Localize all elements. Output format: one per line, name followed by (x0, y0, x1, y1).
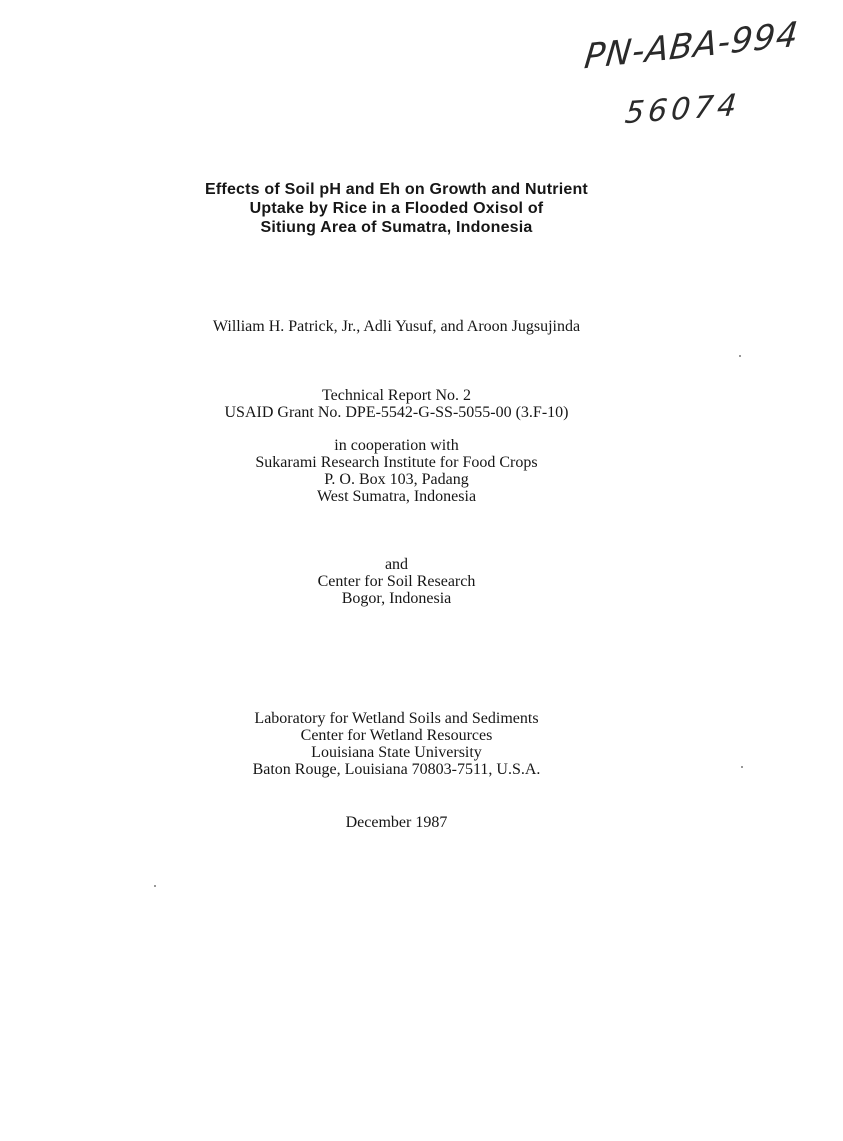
report-info (150, 387, 643, 421)
title-line-3: Sitiung Area of Sumatra, Indonesia (260, 219, 533, 236)
partner-name: Center for Soil Research (317, 573, 476, 590)
title-line-2: Uptake by Rice in a Flooded Oxisol of (249, 200, 544, 217)
scan-speck (741, 766, 743, 768)
publication-date (150, 814, 643, 831)
second-partner-block (150, 556, 643, 607)
laboratory-block (150, 710, 643, 778)
laboratory-university: Louisiana State University (311, 744, 482, 761)
grant-number: USAID Grant No. DPE-5542-G-SS-5055-00 (3.F-10) (224, 404, 569, 421)
laboratory-center: Center for Wetland Resources (300, 727, 493, 744)
scan-speck (739, 355, 741, 357)
date-text: December 1987 (345, 814, 448, 831)
cooperation-intro: in cooperation with (334, 437, 459, 454)
report-number: Technical Report No. 2 (321, 387, 472, 404)
cooperation-block (150, 437, 643, 505)
laboratory-address: Baton Rouge, Louisiana 70803-7511, U.S.A. (252, 761, 541, 778)
handwritten-document-number: PN-ABA-994 (582, 14, 801, 78)
title-line-1: Effects of Soil pH and Eh on Growth and Nutrient (205, 181, 588, 198)
authors (150, 318, 643, 335)
partner-location: Bogor, Indonesia (341, 590, 452, 607)
document-title (150, 180, 643, 237)
cooperation-institute: Sukarami Research Institute for Food Crops (255, 454, 538, 471)
cooperation-address: P. O. Box 103, Padang (324, 471, 469, 488)
cooperation-region: West Sumatra, Indonesia (316, 488, 477, 505)
handwritten-accession-number: 56074 (623, 87, 743, 132)
laboratory-name: Laboratory for Wetland Soils and Sediments (254, 710, 539, 727)
author-list: William H. Patrick, Jr., Adli Yusuf, and Aroon Jugsujinda (212, 318, 581, 335)
partner-conjunction: and (384, 556, 409, 573)
scan-speck (154, 885, 156, 887)
